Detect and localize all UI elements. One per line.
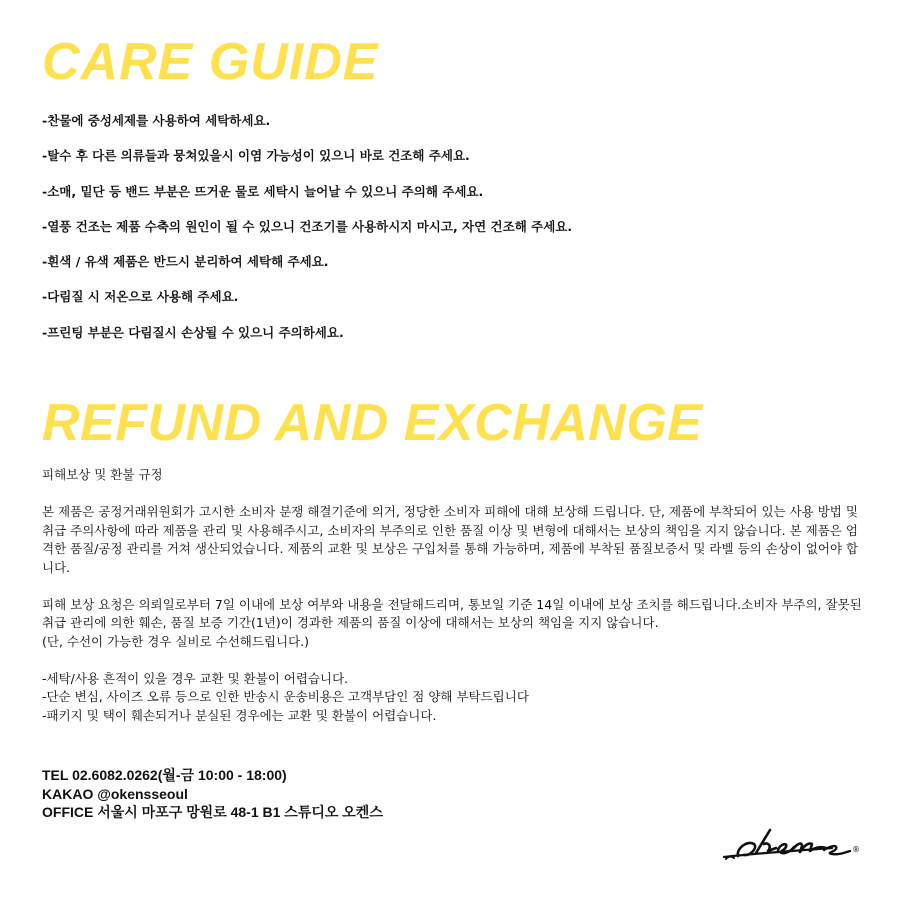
care-item: -탈수 후 다른 의류들과 뭉쳐있을시 이염 가능성이 있으니 바로 건조해 주세요. (42, 148, 470, 164)
refund-notice-item: -패키지 및 택이 훼손되거나 분실된 경우에는 교환 및 환불이 어렵습니다. (42, 707, 437, 723)
care-item: -다림질 시 저온으로 사용해 주세요. (42, 289, 239, 305)
care-item: -소매, 밑단 등 밴드 부분은 뜨거운 물로 세탁시 늘어날 수 있으니 주의해 주세요. (42, 183, 484, 199)
refund-subtitle: 피해보상 및 환불 규정 (42, 467, 163, 482)
care-item: -흰색 / 유색 제품은 반드시 분리하여 세탁해 주세요. (42, 254, 329, 270)
spacer (42, 485, 868, 504)
refund-paragraph-note: (단, 수선이 가능한 경우 실비로 수선해드립니다.) (42, 633, 309, 649)
care-item: -열풍 건조는 제품 수축의 원인이 될 수 있으니 건조기를 사용하시지 마시고, 자연 건조해 주세요. (42, 218, 573, 234)
spacer (42, 577, 868, 596)
contact-info (42, 766, 383, 822)
care-item: -찬물에 중성세제를 사용하여 세탁하세요. (42, 113, 271, 128)
care-instructions-list (42, 112, 872, 359)
refund-notice-item: -단순 변심, 사이즈 오류 등으로 인한 반송시 운송비용은 고객부담인 점 양해 부탁드립니다 (42, 689, 529, 704)
refund-policy-body (42, 466, 868, 725)
contact-office: OFFICE 서울시 마포구 망원로 48-1 B1 스튜디오 오켄스 (42, 804, 383, 820)
care-item: -프린팅 부분은 다림질시 손상될 수 있으니 주의하세요. (42, 324, 344, 340)
okens-signature-logo (720, 826, 862, 866)
contact-kakao: KAKAO @okensseoul (42, 785, 188, 802)
care-guide-heading: CARE GUIDE (42, 33, 379, 91)
refund-paragraph-compensation: 본 제품은 공정거래위원회가 고시한 소비자 분쟁 해결기준에 의거, 정당한 소비자 피해에 대해 보상해 드립니다. 단, 제품에 부착되어 있는 사용 방법 및 취급 주의사항에 따라 제품을 관리 및 사용해주시고, 소비자의 부주의로 인한 품질 이상 및 변형에 대해서는 보상의 책임을 지지 않습니다. 본 제품은 엄격한 품질/공정 관리를 거쳐 생산되었습니다. 제품의 교환 및 보상은 구입처를 통해 가능하며, 제품에 부착된 품질보증서 및 라벨 등의 손상이 없어야 합니다. (42, 504, 859, 575)
contact-tel: TEL 02.6082.0262(월-금 10:00 - 18:00) (42, 767, 287, 783)
spacer (42, 651, 868, 670)
refund-exchange-heading: REFUND AND EXCHANGE (42, 394, 703, 452)
registered-mark-text: ® (852, 845, 860, 854)
refund-notice-item: -세탁/사용 흔적이 있을 경우 교환 및 환불이 어렵습니다. (42, 670, 349, 686)
refund-paragraph-request: 피해 보상 요청은 의뢰일로부터 7일 이내에 보상 여부와 내용을 전달해드리며, 통보일 기준 14일 이내에 보상 조치를 해드립니다.소비자 부주의, 잘못된 취급 관리에 의한 훼손, 품질 보증 기간(1년)이 경과한 제품의 품질 이상에 대해서는 보상의 책임을 지지 않습니다. (42, 596, 862, 630)
